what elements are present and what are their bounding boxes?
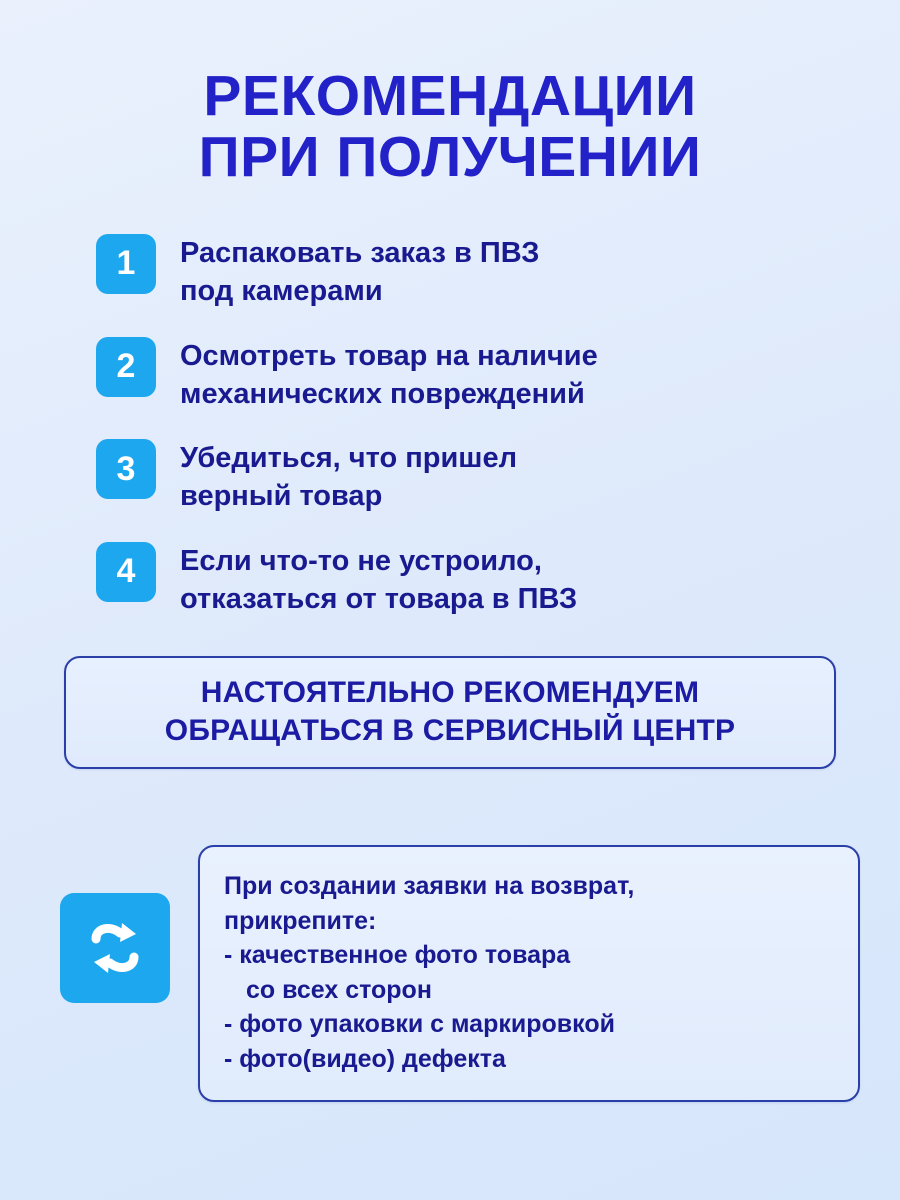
list-item	[96, 540, 860, 619]
step-number-badge: 3	[96, 439, 156, 499]
step-text	[180, 540, 577, 619]
step-number-badge: 4	[96, 542, 156, 602]
step-text	[180, 335, 598, 414]
list-item	[96, 437, 860, 516]
note-line-4: со всех сторон	[246, 975, 432, 1004]
page-title-line-2: ПРИ ПОЛУЧЕНИИ	[198, 124, 702, 189]
step-text-line-1: Осмотреть товар на наличие	[180, 339, 598, 372]
note-line-1: При создании заявки на возврат,	[224, 872, 635, 900]
note-line-6: - фото(видео) дефекта	[224, 1044, 506, 1073]
step-text-line-1: Если что-то не устроило,	[180, 544, 542, 577]
list-item	[96, 335, 860, 414]
step-text	[180, 232, 539, 311]
return-note	[198, 845, 860, 1102]
step-text-line-2: отказаться от товара в ПВЗ	[180, 582, 578, 615]
step-number-badge: 2	[96, 337, 156, 397]
note-line-3: - качественное фото товара	[224, 941, 571, 969]
step-number-badge: 1	[96, 234, 156, 294]
step-text-line-2: верный товар	[180, 480, 383, 513]
banner-line-2: ОБРАЩАТЬСЯ В СЕРВИСНЫЙ ЦЕНТР	[164, 713, 736, 747]
note-line-5: - фото упаковки с маркировкой	[224, 1010, 615, 1038]
note-line-2: прикрепите:	[224, 906, 377, 935]
list-item	[96, 232, 860, 311]
step-text-line-1: Распаковать заказ в ПВЗ	[180, 236, 540, 269]
step-text-line-2: механических повреждений	[180, 377, 585, 410]
step-text-line-2: под камерами	[180, 275, 383, 308]
steps-list	[0, 232, 900, 618]
return-instructions	[60, 845, 860, 1102]
service-center-banner	[64, 656, 836, 769]
page-title	[0, 0, 900, 188]
page-title-line-1: РЕКОМЕНДАЦИИ	[203, 64, 697, 128]
step-text	[180, 437, 517, 516]
banner-line-1: НАСТОЯТЕЛЬНО РЕКОМЕНДУЕМ	[200, 676, 700, 710]
return-exchange-icon	[60, 893, 170, 1003]
step-text-line-1: Убедиться, что пришел	[180, 442, 517, 475]
